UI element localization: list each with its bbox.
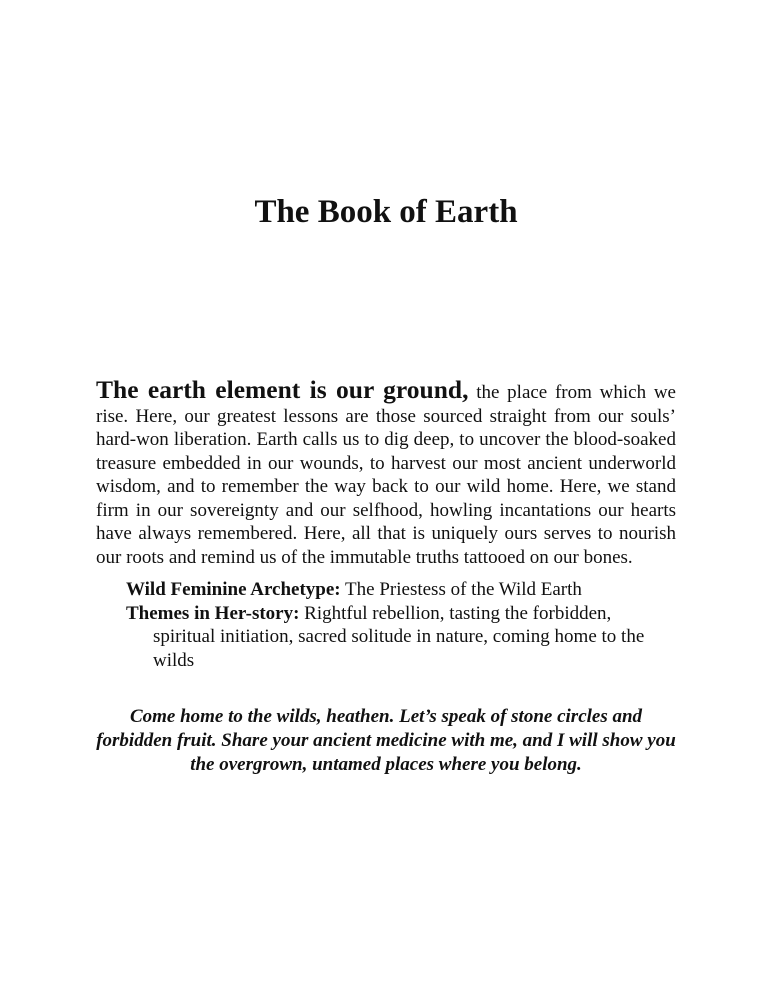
archetype-row <box>126 578 666 602</box>
themes-label: Themes in Her-story: <box>126 602 300 624</box>
invocation-line-3: the overgrown, untamed places where you belong. <box>190 754 582 775</box>
chapter-title: The Book of Earth <box>254 194 518 230</box>
invocation-line-2: forbidden fruit. Share your ancient medicine with me, and I will show you <box>96 730 676 751</box>
invocation-quote <box>86 705 686 777</box>
intro-body: the place from which we rise. Here, our greatest lessons are those sourced straight from our souls’ hard-won liberation. Earth calls us to dig deep, to uncover the blood-soaked treasure embedded in our wounds, to harvest our most ancient underworld wisdom, and to remember the way back to our wild home. Here, we stand firm in our sovereignty and our selfhood, howling incantations our hearts have always remembered. Here, all that is uniquely ours serves to nourish our roots and remind us of the immutable truths tattooed on our bones. <box>96 382 676 568</box>
intro-paragraph <box>96 375 676 569</box>
themes-value: Rightful rebellion, tasting the forbidden, spiritual initiation, sacred solitude in nature, coming home to the wilds <box>153 602 645 671</box>
chapter-meta <box>126 578 666 672</box>
themes-row <box>126 602 666 673</box>
intro-lead: The earth element is our ground, <box>96 375 469 404</box>
archetype-value: The Priestess of the Wild Earth <box>345 579 582 600</box>
invocation-line-1: Come home to the wilds, heathen. Let’s speak of stone circles and <box>129 706 643 727</box>
archetype-label: Wild Feminine Archetype: <box>126 579 341 600</box>
